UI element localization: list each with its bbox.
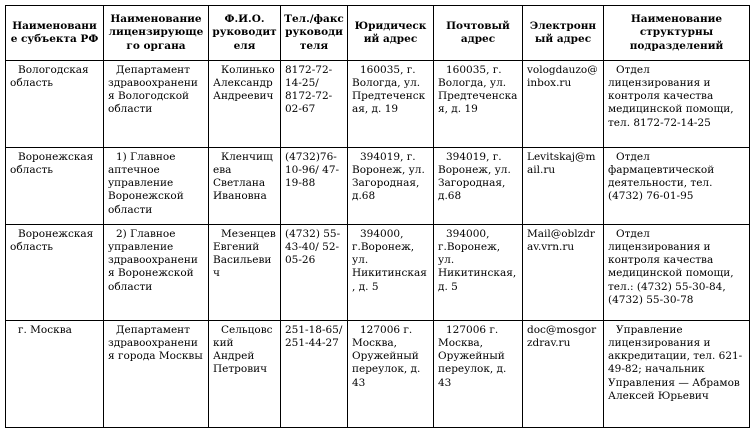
cell-region: Воронежская область: [6, 225, 104, 321]
table-row: [6, 148, 750, 225]
col-header-licensing-authority: Наименование лицензирующего органа: [104, 6, 209, 61]
cell-email: doc@mosgorzdrav.ru: [523, 321, 604, 428]
cell-legal-address: 160035, г. Вологда, ул. Предтеченская, д. 19: [348, 61, 434, 148]
table-header-row: [6, 6, 750, 61]
cell-departments: Отдел лицензирования и контроля качества медицинской помощи, тел. 8172-72-14-25: [604, 61, 750, 148]
cell-region: Воронежская область: [6, 148, 104, 225]
licensing-authorities-table: [5, 5, 750, 428]
col-header-head-name: Ф.И.О. руководителя: [209, 6, 281, 61]
cell-departments: Отдел лицензирования и контроля качества медицинской помощи, тел.: (4732) 55-30-84, (4732) 55-30-78: [604, 225, 750, 321]
cell-head-name: Колинько Александр Андреевич: [209, 61, 281, 148]
cell-email: Levitskaj@mail.ru: [523, 148, 604, 225]
cell-licensing-authority: 2) Главное управление здравоохранения Воронежской области: [104, 225, 209, 321]
table-row: [6, 225, 750, 321]
col-header-email: Электронный адрес: [523, 6, 604, 61]
cell-email: Mail@oblzdrav.vrn.ru: [523, 225, 604, 321]
cell-legal-address: 394000, г.Воронеж, ул. Никитинская, д. 5: [348, 225, 434, 321]
cell-postal-address: 160035, г. Вологда, ул. Предтеченская, д. 19: [434, 61, 523, 148]
cell-phone-fax: (4732)76-10-96/ 47-19-88: [281, 148, 348, 225]
col-header-legal-address: Юридический адрес: [348, 6, 434, 61]
cell-postal-address: 394019, г. Воронеж, ул. Загородная, д.68: [434, 148, 523, 225]
cell-licensing-authority: 1) Главное аптечное управление Воронежской области: [104, 148, 209, 225]
cell-head-name: Сельцовский Андрей Петрович: [209, 321, 281, 428]
cell-phone-fax: (4732) 55-43-40/ 52-05-26: [281, 225, 348, 321]
cell-departments: Управление лицензирования и аккредитации, тел. 621-49-82; начальник Управления — Абрамов Алексей Юрьевич: [604, 321, 750, 428]
cell-licensing-authority: Департамент здравоохранения города Москвы: [104, 321, 209, 428]
cell-phone-fax: 8172-72-14-25/ 8172-72-02-67: [281, 61, 348, 148]
cell-legal-address: 394019, г. Воронеж, ул. Загородная, д.68: [348, 148, 434, 225]
cell-head-name: Кленчищева Светлана Ивановна: [209, 148, 281, 225]
table-row: [6, 61, 750, 148]
cell-region: г. Москва: [6, 321, 104, 428]
col-header-departments: Наименование структурны подразделений: [604, 6, 750, 61]
cell-region: Вологодская область: [6, 61, 104, 148]
table-row: [6, 321, 750, 428]
cell-departments: Отдел фармацевтической деятельности, тел. (4732) 76-01-95: [604, 148, 750, 225]
col-header-phone-fax: Тел./факс руководителя: [281, 6, 348, 61]
cell-phone-fax: 251-18-65/ 251-44-27: [281, 321, 348, 428]
cell-postal-address: 394000, г.Воронеж, ул. Никитинская, д. 5: [434, 225, 523, 321]
cell-legal-address: 127006 г. Москва, Оружейный переулок, д. 43: [348, 321, 434, 428]
cell-postal-address: 127006 г. Москва, Оружейный переулок, д. 43: [434, 321, 523, 428]
col-header-region: Наименование субъекта РФ: [6, 6, 104, 61]
col-header-postal-address: Почтовый адрес: [434, 6, 523, 61]
cell-head-name: Мезенцев Евгений Васильевич: [209, 225, 281, 321]
cell-email: vologdauzo@inbox.ru: [523, 61, 604, 148]
cell-licensing-authority: Департамент здравоохранения Вологодской области: [104, 61, 209, 148]
